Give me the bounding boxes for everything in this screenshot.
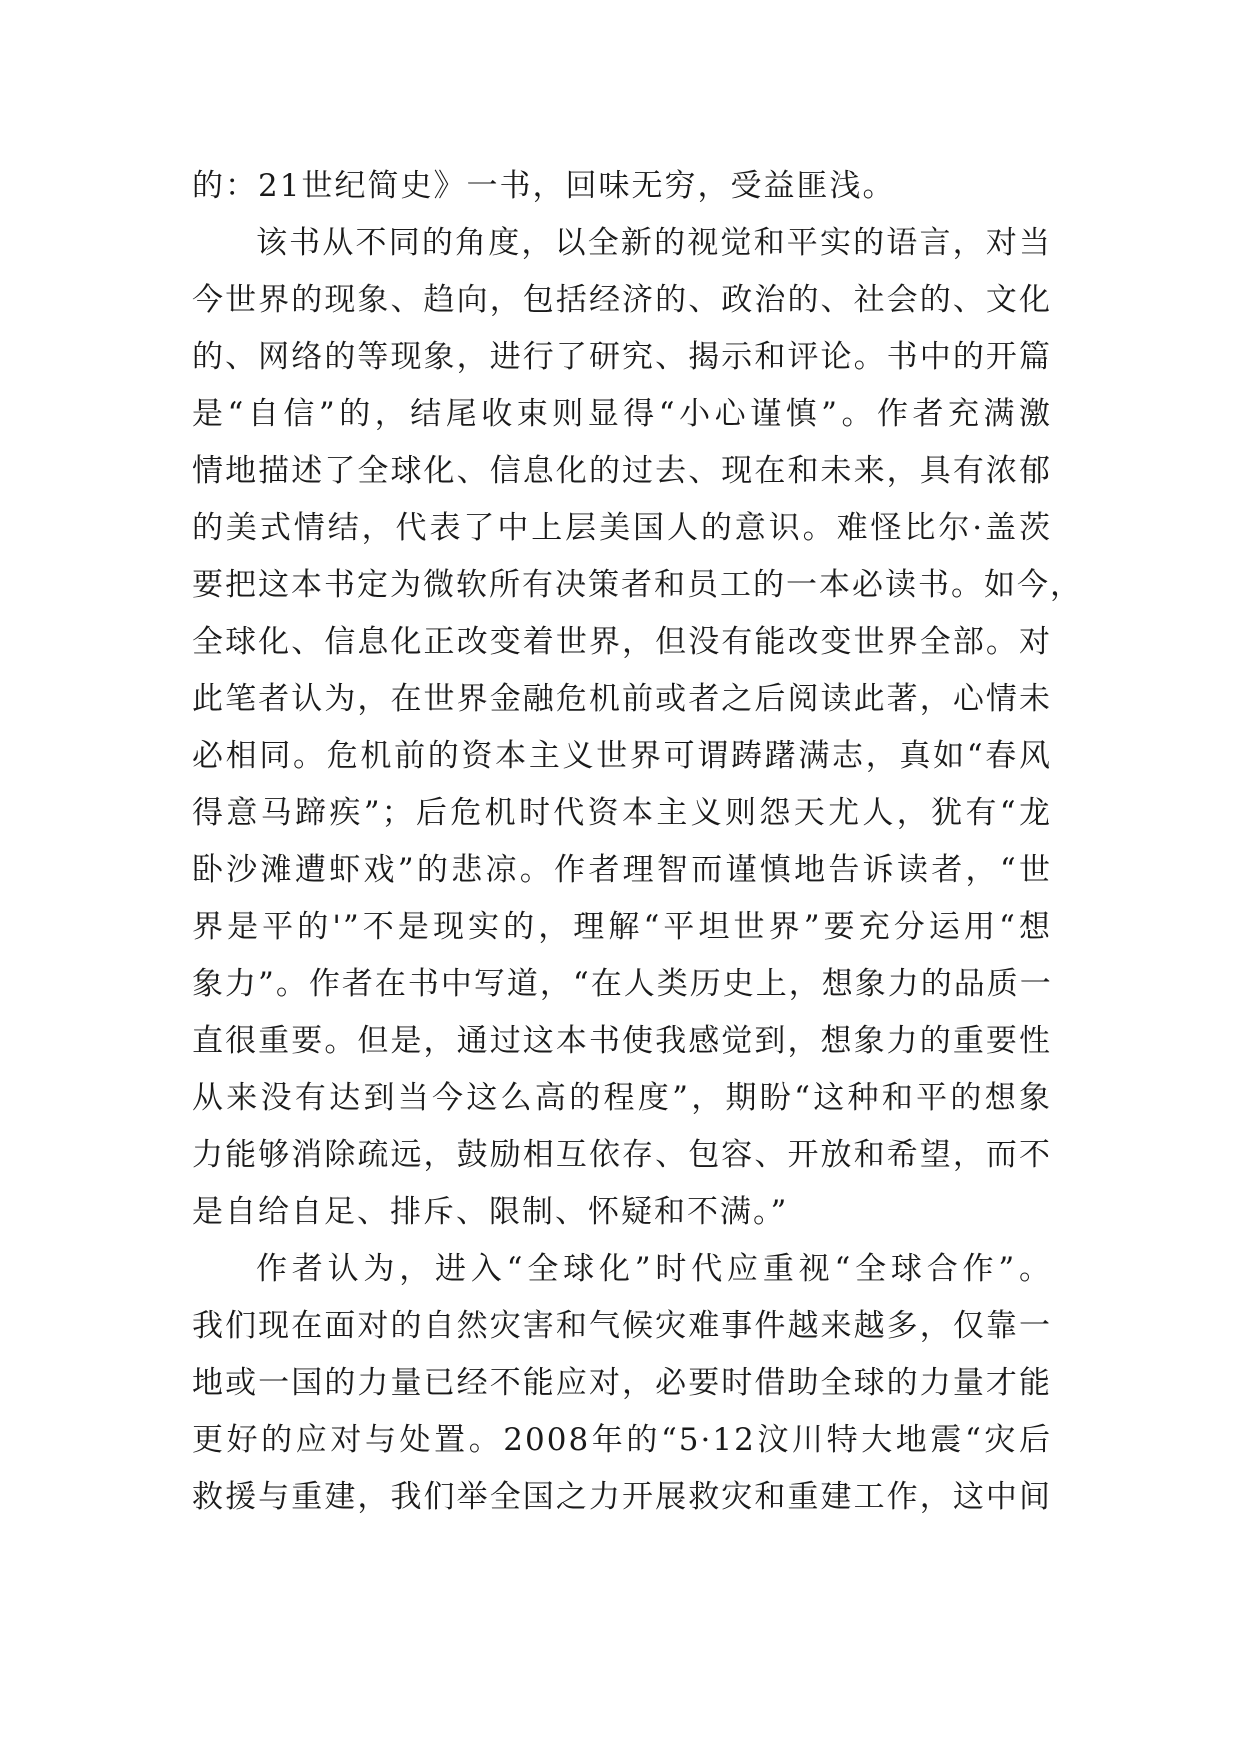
text-line: 直很重要。但是，通过这本书使我感觉到，想象力的重要性 <box>192 1023 1052 1059</box>
text-line: 是自给自足、排斥、限制、怀疑和不满。” <box>192 1194 789 1230</box>
text-line: 地或一国的力量已经不能应对，必要时借助全球的力量才能 <box>192 1365 1052 1401</box>
text-line: 更好的应对与处置。2008年的“5·12汶川特大地震“灾后 <box>192 1422 1052 1458</box>
text-line: 得意马蹄疾”；后危机时代资本主义则怨天尤人，犹有“龙 <box>192 795 1052 831</box>
text-line: 要把这本书定为微软所有决策者和员工的一本必读书。如今， <box>192 567 1083 603</box>
text-line: 从来没有达到当今这么高的程度”，期盼“这种和平的想象 <box>192 1080 1052 1116</box>
text-line: 全球化、信息化正改变着世界，但没有能改变世界全部。对 <box>192 624 1052 660</box>
text-line: 是“自信”的，结尾收束则显得“小心谨慎”。作者充满激 <box>192 396 1052 432</box>
text-line: 今世界的现象、趋向，包括经济的、政治的、社会的、文化 <box>192 282 1052 318</box>
text-line: 必相同。危机前的资本主义世界可谓踌躇满志，真如“春风 <box>192 738 1052 774</box>
document-page <box>192 158 1083 1526</box>
text-line: 此笔者认为，在世界金融危机前或者之后阅读此著，心情未 <box>192 681 1052 717</box>
text-line: 象力”。作者在书中写道，“在人类历史上，想象力的品质一 <box>192 966 1053 1002</box>
paragraph-first-line: 该书从不同的角度，以全新的视觉和平实的语言，对当 <box>256 225 1052 261</box>
text-line: 的美式情结，代表了中上层美国人的意识。难怪比尔·盖茨 <box>192 510 1052 546</box>
text-line: 卧沙滩遭虾戏”的悲凉。作者理智而谨慎地告诉读者，“世 <box>192 852 1052 888</box>
paragraph-first-line: 作者认为，进入“全球化”时代应重视“全球合作”。 <box>256 1251 1052 1287</box>
text-line: 力能够消除疏远，鼓励相互依存、包容、开放和希望，而不 <box>192 1137 1052 1173</box>
text-line: 情地描述了全球化、信息化的过去、现在和未来，具有浓郁 <box>192 453 1052 489</box>
text-line: 界是平的'”不是现实的，理解“平坦世界”要充分运用“想 <box>192 909 1052 945</box>
text-line: 救援与重建，我们举全国之力开展救灾和重建工作，这中间 <box>192 1479 1052 1515</box>
text-line: 的：21世纪简史》一书，回味无穷，受益匪浅。 <box>192 168 896 204</box>
text-line: 我们现在面对的自然灾害和气候灾难事件越来越多，仅靠一 <box>192 1308 1052 1344</box>
text-line: 的、网络的等现象，进行了研究、揭示和评论。书中的开篇 <box>192 339 1052 375</box>
